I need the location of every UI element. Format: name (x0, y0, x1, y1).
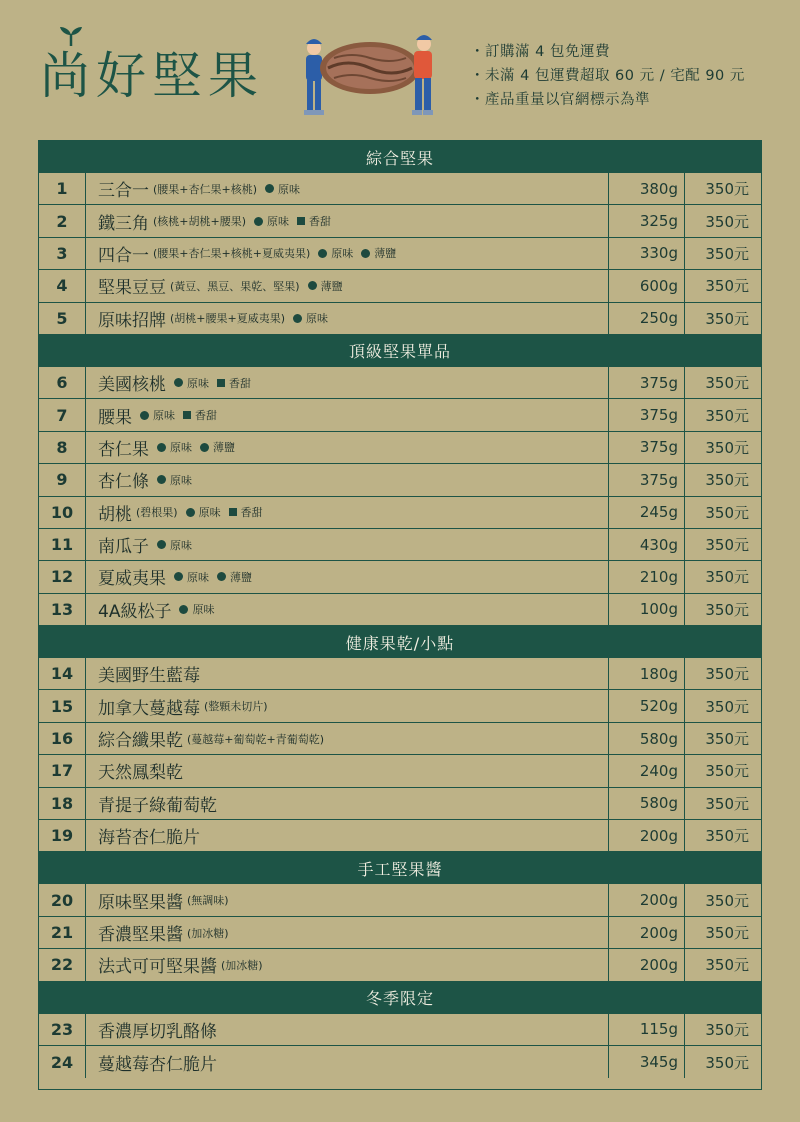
product-name: 夏威夷果 (98, 569, 166, 590)
product-name: 香濃堅果醬 (98, 925, 183, 945)
item-number: 21 (39, 917, 86, 948)
item-price: 350元 (705, 665, 749, 684)
flavor-label: 原味 (331, 247, 354, 261)
flavor-label: 原味 (170, 473, 192, 487)
item-number: 7 (39, 399, 86, 430)
item-weight: 375g (609, 399, 685, 430)
flavor-tag (157, 439, 192, 455)
item-weight: 200g (609, 884, 685, 915)
item-number: 10 (39, 497, 86, 528)
item-number: 19 (39, 820, 86, 851)
item-number: 20 (39, 884, 86, 915)
table-row (39, 497, 761, 529)
item-name-cell (86, 658, 609, 689)
item-weight: 250g (609, 303, 685, 334)
product-note: (蔓越莓+葡萄乾+青葡萄乾) (187, 732, 325, 746)
item-weight: 600g (609, 270, 685, 301)
item-price: 350元 (705, 697, 749, 716)
item-name-cell (86, 820, 609, 851)
item-number: 23 (39, 1014, 86, 1045)
item-name-cell (86, 367, 609, 398)
table-row (39, 658, 761, 690)
product-name: 美國野生藍莓 (98, 666, 200, 687)
dot-bullet-icon (179, 605, 188, 614)
product-name: 4A級松子 (98, 601, 172, 622)
table-row (39, 561, 761, 593)
item-weight: 325g (609, 205, 685, 236)
item-name-cell (86, 788, 609, 819)
product-name: 原味招牌 (98, 310, 166, 331)
item-number: 5 (39, 303, 86, 334)
item-name-cell (86, 303, 609, 334)
item-price: 350元 (705, 794, 749, 813)
table-row (39, 884, 761, 916)
flavor-tag (217, 375, 251, 391)
price-table (38, 140, 762, 1090)
item-name-cell (86, 1046, 609, 1078)
item-number: 15 (39, 690, 86, 721)
movers-carrying-nut-illustration (298, 28, 448, 124)
item-number: 6 (39, 367, 86, 398)
product-name: 天然鳳梨乾 (98, 763, 183, 784)
flavor-label: 香甜 (229, 376, 251, 390)
note-free-shipping: ・ 訂購滿 4 包免運費 (470, 40, 745, 64)
item-price: 350元 (705, 309, 749, 328)
item-name-cell (86, 270, 609, 301)
item-name-cell (86, 594, 609, 625)
item-price: 350元 (705, 277, 749, 296)
item-number: 18 (39, 788, 86, 819)
item-name-cell (86, 497, 609, 528)
dot-bullet-icon (318, 249, 327, 258)
section-title: 綜合堅果 (39, 141, 761, 173)
dot-bullet-icon (293, 314, 302, 323)
note-weight: ・ 產品重量以官網標示為準 (470, 88, 745, 112)
dot-bullet-icon (174, 378, 183, 387)
item-number: 17 (39, 755, 86, 786)
table-row (39, 820, 761, 852)
item-weight: 100g (609, 594, 685, 625)
item-price: 350元 (705, 503, 749, 522)
item-weight: 345g (609, 1046, 685, 1078)
square-bullet-icon (297, 217, 305, 225)
flavor-label: 原味 (170, 538, 192, 552)
section-title: 健康果乾/小點 (39, 626, 761, 658)
item-weight: 380g (609, 173, 685, 204)
flavor-label: 原味 (170, 441, 192, 455)
item-number: 24 (39, 1046, 86, 1078)
dot-bullet-icon (174, 572, 183, 581)
table-row (39, 723, 761, 755)
item-number: 2 (39, 205, 86, 236)
item-name-cell (86, 1014, 609, 1045)
flavor-tag (361, 245, 396, 261)
item-price: 350元 (705, 374, 749, 393)
item-name-cell (86, 884, 609, 915)
table-row (39, 173, 761, 205)
product-name: 腰果 (98, 407, 132, 428)
item-weight: 210g (609, 561, 685, 592)
item-price: 350元 (705, 924, 749, 942)
item-name-cell (86, 723, 609, 754)
item-name-cell (86, 173, 609, 204)
item-number: 12 (39, 561, 86, 592)
item-number: 8 (39, 432, 86, 463)
product-name: 堅果豆豆 (98, 278, 166, 299)
flavor-label: 原味 (278, 182, 301, 196)
flavor-label: 香甜 (309, 215, 332, 229)
item-weight: 580g (609, 723, 685, 754)
flavor-tag (157, 472, 192, 488)
item-number: 11 (39, 529, 86, 560)
item-price: 350元 (705, 891, 749, 910)
product-name: 綜合纖果乾 (98, 731, 183, 752)
item-weight: 200g (609, 917, 685, 948)
item-name-cell (86, 238, 609, 269)
product-note: (胡桃+腰果+夏威夷果) (170, 312, 286, 326)
item-weight: 200g (609, 949, 685, 980)
item-price: 350元 (705, 406, 749, 425)
flavor-label: 薄鹽 (230, 570, 252, 584)
product-name: 三合一 (98, 181, 149, 202)
table-row (39, 367, 761, 399)
table-row (39, 432, 761, 464)
product-name: 原味堅果醬 (98, 892, 183, 913)
item-price: 350元 (705, 180, 749, 199)
product-name: 四合一 (98, 245, 149, 266)
dot-bullet-icon (157, 475, 166, 484)
flavor-tag (293, 310, 328, 326)
flavor-tag (318, 245, 353, 261)
item-price: 350元 (705, 762, 749, 781)
item-weight: 580g (609, 788, 685, 819)
flavor-tag (157, 537, 192, 553)
flavor-tag (174, 375, 209, 391)
flavor-tag (186, 504, 221, 520)
flavor-label: 原味 (153, 409, 175, 423)
item-weight: 180g (609, 658, 685, 689)
product-note: (加冰糖) (187, 926, 229, 940)
table-row (39, 205, 761, 237)
item-name-cell (86, 205, 609, 236)
table-row (39, 399, 761, 431)
flavor-tag (217, 569, 252, 585)
item-name-cell (86, 755, 609, 786)
product-note: (無調味) (187, 894, 229, 908)
item-weight: 240g (609, 755, 685, 786)
product-note: (核桃+胡桃+腰果) (153, 215, 247, 229)
product-name: 鐵三角 (98, 213, 149, 234)
note-shipping-fee: ・ 未滿 4 包運費超取 60 元 / 宅配 90 元 (470, 64, 745, 88)
flavor-label: 原味 (306, 312, 329, 326)
item-name-cell (86, 464, 609, 495)
item-number: 14 (39, 658, 86, 689)
product-note: (腰果+杏仁果+核桃+夏威夷果) (153, 247, 311, 261)
item-price: 350元 (705, 438, 749, 457)
item-weight: 115g (609, 1014, 685, 1045)
flavor-label: 薄鹽 (374, 247, 397, 261)
item-price: 350元 (705, 600, 749, 619)
flavor-tag (183, 407, 217, 423)
flavor-label: 原味 (187, 376, 209, 390)
product-name: 蔓越莓杏仁脆片 (98, 1054, 217, 1075)
product-name: 南瓜子 (98, 537, 149, 558)
product-name: 香濃厚切乳酪條 (98, 1021, 217, 1042)
item-weight: 375g (609, 367, 685, 398)
table-row (39, 529, 761, 561)
product-name: 杏仁條 (98, 472, 149, 493)
item-name-cell (86, 432, 609, 463)
item-weight: 430g (609, 529, 685, 560)
table-row (39, 303, 761, 335)
item-price: 350元 (705, 536, 749, 555)
flavor-tag (140, 407, 175, 423)
dot-bullet-icon (200, 443, 209, 452)
item-weight: 375g (609, 464, 685, 495)
product-note: (黃豆、黑豆、果乾、堅果) (170, 279, 300, 293)
flavor-label: 香甜 (240, 506, 263, 520)
product-name: 法式可可堅果醬 (98, 957, 217, 978)
product-name: 青提子綠葡萄乾 (98, 795, 217, 816)
dot-bullet-icon (140, 411, 149, 420)
product-note: (整顆未切片) (204, 700, 268, 714)
flavor-label: 原味 (192, 603, 215, 617)
flavor-label: 香甜 (195, 409, 217, 423)
flavor-tag (200, 439, 235, 455)
section-title: 冬季限定 (39, 982, 761, 1014)
item-price: 350元 (705, 730, 749, 749)
dot-bullet-icon (186, 508, 195, 517)
item-name-cell (86, 399, 609, 430)
item-number: 3 (39, 238, 86, 269)
item-weight: 245g (609, 497, 685, 528)
item-number: 9 (39, 464, 86, 495)
item-name-cell (86, 529, 609, 560)
item-number: 4 (39, 270, 86, 301)
brand-logo: 尚好堅果 (40, 47, 264, 105)
flavor-tag (174, 569, 209, 585)
dot-bullet-icon (157, 540, 166, 549)
flavor-tag (297, 213, 331, 229)
table-row (39, 594, 761, 626)
item-price: 350元 (705, 471, 749, 490)
item-weight: 520g (609, 690, 685, 721)
item-name-cell (86, 917, 609, 948)
square-bullet-icon (217, 379, 225, 387)
item-price: 350元 (705, 827, 749, 846)
product-name: 海苔杏仁脆片 (98, 828, 200, 849)
flavor-label: 原味 (198, 506, 221, 520)
flavor-tag (308, 278, 343, 294)
square-bullet-icon (229, 508, 237, 516)
item-number: 1 (39, 173, 86, 204)
table-row (39, 788, 761, 820)
dot-bullet-icon (361, 249, 370, 258)
flavor-label: 薄鹽 (320, 279, 343, 293)
flavor-tag (254, 213, 289, 229)
item-price: 350元 (705, 1020, 749, 1039)
item-name-cell (86, 690, 609, 721)
product-note: (加冰糖) (221, 958, 263, 972)
product-name: 美國核桃 (98, 375, 166, 396)
section-title: 頂級堅果單品 (39, 335, 761, 367)
item-weight: 200g (609, 820, 685, 851)
shipping-notes (470, 40, 745, 112)
product-name: 杏仁果 (98, 439, 149, 460)
table-row (39, 1046, 761, 1078)
item-price: 350元 (705, 956, 749, 975)
item-price: 350元 (705, 1053, 749, 1072)
table-row (39, 270, 761, 302)
product-note: (腰果+杏仁果+核桃) (153, 182, 258, 196)
dot-bullet-icon (254, 217, 263, 226)
product-name: 胡桃 (98, 504, 132, 525)
dot-bullet-icon (217, 572, 226, 581)
table-row (39, 690, 761, 722)
item-number: 13 (39, 594, 86, 625)
dot-bullet-icon (308, 281, 317, 290)
item-number: 22 (39, 949, 86, 980)
square-bullet-icon (183, 411, 191, 419)
section-title: 手工堅果醬 (39, 852, 761, 884)
product-note: (碧根果) (136, 506, 178, 520)
table-row (39, 464, 761, 496)
table-row (39, 917, 761, 949)
flavor-label: 原味 (267, 215, 290, 229)
item-name-cell (86, 949, 609, 980)
item-number: 16 (39, 723, 86, 754)
flavor-tag (229, 504, 263, 520)
page-header (0, 0, 800, 140)
product-name: 加拿大蔓越莓 (98, 698, 200, 719)
item-weight: 330g (609, 238, 685, 269)
dot-bullet-icon (157, 443, 166, 452)
flavor-label: 原味 (187, 570, 209, 584)
item-price: 350元 (705, 568, 749, 587)
dot-bullet-icon (265, 184, 274, 193)
flavor-label: 薄鹽 (213, 441, 235, 455)
flavor-tag (265, 181, 300, 197)
flavor-tag (179, 601, 214, 617)
table-row (39, 238, 761, 270)
table-row (39, 1014, 761, 1046)
item-price: 350元 (705, 244, 749, 263)
table-row (39, 755, 761, 787)
table-row (39, 949, 761, 981)
item-price: 350元 (705, 212, 749, 231)
item-name-cell (86, 561, 609, 592)
item-weight: 375g (609, 432, 685, 463)
